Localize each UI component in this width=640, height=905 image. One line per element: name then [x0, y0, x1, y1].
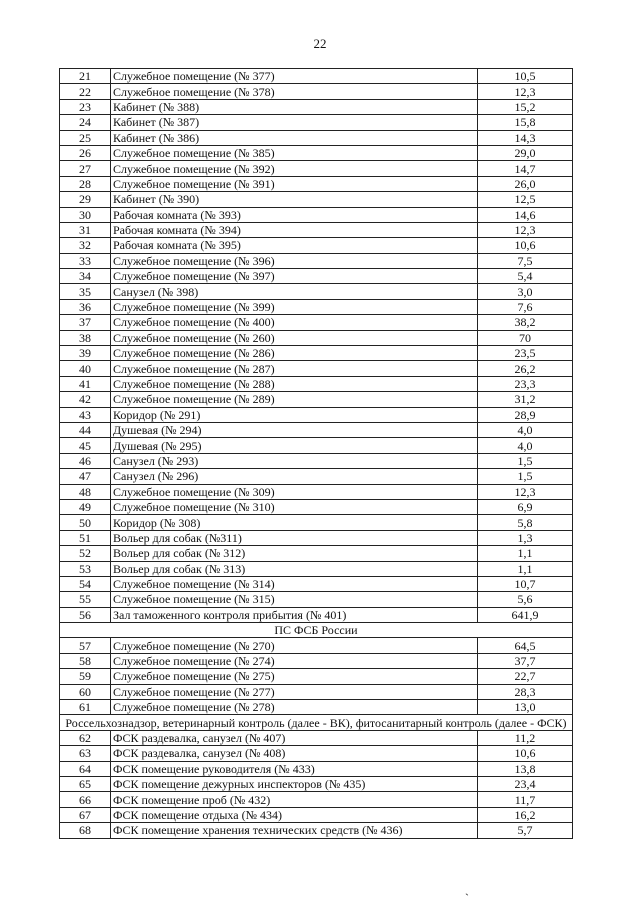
room-name: Душевая (№ 295): [111, 438, 478, 453]
table-row: [60, 330, 573, 345]
premises-table-body: [60, 69, 573, 839]
table-row: [60, 515, 573, 530]
room-name: Вольер для собак (№ 312): [111, 546, 478, 561]
room-area: 64,5: [478, 638, 573, 653]
row-number: 22: [60, 84, 111, 99]
room-area: 14,3: [478, 130, 573, 145]
table-row: [60, 807, 573, 822]
room-area: 28,9: [478, 407, 573, 422]
scan-mark: ˏ: [465, 882, 469, 896]
room-area: 13,8: [478, 761, 573, 776]
row-number: 48: [60, 484, 111, 499]
room-area: 4,0: [478, 422, 573, 437]
room-name: ФСК помещение проб (№ 432): [111, 792, 478, 807]
room-area: 38,2: [478, 315, 573, 330]
row-number: 55: [60, 592, 111, 607]
room-name: Служебное помещение (№ 278): [111, 700, 478, 715]
room-area: 5,4: [478, 269, 573, 284]
row-number: 28: [60, 176, 111, 191]
room-name: Санузел (№ 296): [111, 469, 478, 484]
row-number: 43: [60, 407, 111, 422]
row-number: 56: [60, 607, 111, 622]
table-row: [60, 561, 573, 576]
row-number: 59: [60, 669, 111, 684]
row-number: 21: [60, 69, 111, 84]
room-name: Санузел (№ 293): [111, 453, 478, 468]
table-row: [60, 99, 573, 114]
room-area: 4,0: [478, 438, 573, 453]
row-number: 31: [60, 222, 111, 237]
row-number: 42: [60, 392, 111, 407]
room-area: 10,5: [478, 69, 573, 84]
room-name: Служебное помещение (№ 286): [111, 346, 478, 361]
row-number: 29: [60, 192, 111, 207]
table-row: [60, 469, 573, 484]
room-area: 3,0: [478, 284, 573, 299]
room-area: 13,0: [478, 700, 573, 715]
room-name: Служебное помещение (№ 288): [111, 376, 478, 391]
table-row: [60, 669, 573, 684]
table-row: [60, 653, 573, 668]
room-area: 10,7: [478, 576, 573, 591]
row-number: 67: [60, 807, 111, 822]
table-row: [60, 238, 573, 253]
room-name: Кабинет (№ 386): [111, 130, 478, 145]
room-area: 23,5: [478, 346, 573, 361]
room-area: 26,2: [478, 361, 573, 376]
room-name: Санузел (№ 398): [111, 284, 478, 299]
table-row: [60, 638, 573, 653]
room-name: Вольер для собак (№311): [111, 530, 478, 545]
room-area: 12,3: [478, 222, 573, 237]
room-area: 23,4: [478, 776, 573, 791]
room-area: 31,2: [478, 392, 573, 407]
row-number: 38: [60, 330, 111, 345]
row-number: 61: [60, 700, 111, 715]
table-row: [60, 438, 573, 453]
table-row: [60, 546, 573, 561]
room-name: Рабочая комната (№ 394): [111, 222, 478, 237]
table-row: [60, 222, 573, 237]
room-area: 37,7: [478, 653, 573, 668]
room-name: Душевая (№ 294): [111, 422, 478, 437]
room-name: Служебное помещение (№ 289): [111, 392, 478, 407]
row-number: 63: [60, 746, 111, 761]
room-area: 12,3: [478, 484, 573, 499]
page-number: 22: [313, 36, 327, 51]
row-number: 26: [60, 145, 111, 160]
row-number: 44: [60, 422, 111, 437]
table-row: [60, 453, 573, 468]
room-name: Служебное помещение (№ 400): [111, 315, 478, 330]
room-name: Служебное помещение (№ 397): [111, 269, 478, 284]
row-number: 57: [60, 638, 111, 653]
table-row: [60, 484, 573, 499]
table-row: [60, 84, 573, 99]
room-area: 29,0: [478, 145, 573, 160]
row-number: 25: [60, 130, 111, 145]
table-row: [60, 315, 573, 330]
room-area: 1,5: [478, 469, 573, 484]
room-name: Кабинет (№ 390): [111, 192, 478, 207]
table-row: [60, 253, 573, 268]
row-number: 24: [60, 115, 111, 130]
row-number: 35: [60, 284, 111, 299]
room-name: Коридор (№ 308): [111, 515, 478, 530]
room-name: Служебное помещение (№ 314): [111, 576, 478, 591]
row-number: 49: [60, 499, 111, 514]
room-area: 1,5: [478, 453, 573, 468]
room-name: Служебное помещение (№ 315): [111, 592, 478, 607]
room-area: 1,1: [478, 561, 573, 576]
room-name: Служебное помещение (№ 391): [111, 176, 478, 191]
row-number: 64: [60, 761, 111, 776]
room-area: 26,0: [478, 176, 573, 191]
table-row: [60, 392, 573, 407]
room-name: ФСК помещение хранения технических средств (№ 436): [111, 823, 478, 838]
room-area: 22,7: [478, 669, 573, 684]
table-row: [60, 145, 573, 160]
table-row: [60, 207, 573, 222]
table-row: [60, 576, 573, 591]
table-row: [60, 592, 573, 607]
table-row: [60, 499, 573, 514]
row-number: 45: [60, 438, 111, 453]
room-name: Зал таможенного контроля прибытия (№ 401): [111, 607, 478, 622]
room-area: 5,7: [478, 823, 573, 838]
room-name: ФСК раздевалка, санузел (№ 408): [111, 746, 478, 761]
room-area: 1,1: [478, 546, 573, 561]
table-row: [60, 69, 573, 84]
section-row: [60, 623, 573, 638]
room-name: Служебное помещение (№ 287): [111, 361, 478, 376]
room-name: Кабинет (№ 387): [111, 115, 478, 130]
table-row: [60, 730, 573, 745]
room-name: ФСК помещение дежурных инспекторов (№ 435): [111, 776, 478, 791]
table-row: [60, 792, 573, 807]
room-area: 6,9: [478, 499, 573, 514]
row-number: 27: [60, 161, 111, 176]
row-number: 34: [60, 269, 111, 284]
row-number: 65: [60, 776, 111, 791]
room-area: 11,7: [478, 792, 573, 807]
room-name: Рабочая комната (№ 395): [111, 238, 478, 253]
row-number: 51: [60, 530, 111, 545]
row-number: 46: [60, 453, 111, 468]
table-row: [60, 284, 573, 299]
row-number: 68: [60, 823, 111, 838]
table-row: [60, 115, 573, 130]
table-row: [60, 530, 573, 545]
table-row: [60, 161, 573, 176]
room-name: Служебное помещение (№ 277): [111, 684, 478, 699]
row-number: 60: [60, 684, 111, 699]
room-name: Служебное помещение (№ 377): [111, 69, 478, 84]
table-row: [60, 269, 573, 284]
room-area: 12,5: [478, 192, 573, 207]
room-name: Коридор (№ 291): [111, 407, 478, 422]
row-number: 66: [60, 792, 111, 807]
room-area: 14,6: [478, 207, 573, 222]
section-title: ПС ФСБ России: [60, 623, 573, 638]
room-area: 10,6: [478, 238, 573, 253]
row-number: 47: [60, 469, 111, 484]
table-row: [60, 407, 573, 422]
row-number: 40: [60, 361, 111, 376]
row-number: 54: [60, 576, 111, 591]
room-area: 10,6: [478, 746, 573, 761]
premises-table: [59, 68, 573, 839]
room-area: 70: [478, 330, 573, 345]
table-row: [60, 700, 573, 715]
room-name: Служебное помещение (№ 310): [111, 499, 478, 514]
row-number: 58: [60, 653, 111, 668]
room-name: Кабинет (№ 388): [111, 99, 478, 114]
room-name: Служебное помещение (№ 396): [111, 253, 478, 268]
room-area: 7,5: [478, 253, 573, 268]
row-number: 39: [60, 346, 111, 361]
room-name: Служебное помещение (№ 309): [111, 484, 478, 499]
room-area: 11,2: [478, 730, 573, 745]
table-row: [60, 299, 573, 314]
room-name: Служебное помещение (№ 385): [111, 145, 478, 160]
row-number: 53: [60, 561, 111, 576]
room-area: 1,3: [478, 530, 573, 545]
table-row: [60, 376, 573, 391]
room-area: 5,6: [478, 592, 573, 607]
table-row: [60, 746, 573, 761]
table-row: [60, 346, 573, 361]
room-name: Служебное помещение (№ 275): [111, 669, 478, 684]
room-area: 7,6: [478, 299, 573, 314]
row-number: 37: [60, 315, 111, 330]
table-row: [60, 422, 573, 437]
row-number: 30: [60, 207, 111, 222]
table-row: [60, 761, 573, 776]
table-row: [60, 607, 573, 622]
room-area: 15,8: [478, 115, 573, 130]
table-row: [60, 192, 573, 207]
table-row: [60, 684, 573, 699]
room-name: Служебное помещение (№ 260): [111, 330, 478, 345]
room-area: 12,3: [478, 84, 573, 99]
room-area: 16,2: [478, 807, 573, 822]
room-name: Служебное помещение (№ 270): [111, 638, 478, 653]
table-row: [60, 176, 573, 191]
room-name: Вольер для собак (№ 313): [111, 561, 478, 576]
room-area: 23,3: [478, 376, 573, 391]
room-name: Служебное помещение (№ 399): [111, 299, 478, 314]
table-row: [60, 823, 573, 838]
room-name: Служебное помещение (№ 378): [111, 84, 478, 99]
row-number: 36: [60, 299, 111, 314]
room-area: 15,2: [478, 99, 573, 114]
room-name: Рабочая комната (№ 393): [111, 207, 478, 222]
row-number: 50: [60, 515, 111, 530]
room-area: 641,9: [478, 607, 573, 622]
room-name: Служебное помещение (№ 274): [111, 653, 478, 668]
section-row: [60, 715, 573, 730]
row-number: 23: [60, 99, 111, 114]
room-area: 14,7: [478, 161, 573, 176]
room-name: ФСК раздевалка, санузел (№ 407): [111, 730, 478, 745]
row-number: 41: [60, 376, 111, 391]
room-name: Служебное помещение (№ 392): [111, 161, 478, 176]
table-row: [60, 361, 573, 376]
room-area: 5,8: [478, 515, 573, 530]
table-row: [60, 776, 573, 791]
section-title: Россельхознадзор, ветеринарный контроль (далее - ВК), фитосанитарный контроль (далее - ФСК): [60, 715, 573, 730]
room-name: ФСК помещение отдыха (№ 434): [111, 807, 478, 822]
room-area: 28,3: [478, 684, 573, 699]
row-number: 62: [60, 730, 111, 745]
room-name: ФСК помещение руководителя (№ 433): [111, 761, 478, 776]
row-number: 52: [60, 546, 111, 561]
row-number: 33: [60, 253, 111, 268]
table-row: [60, 130, 573, 145]
row-number: 32: [60, 238, 111, 253]
